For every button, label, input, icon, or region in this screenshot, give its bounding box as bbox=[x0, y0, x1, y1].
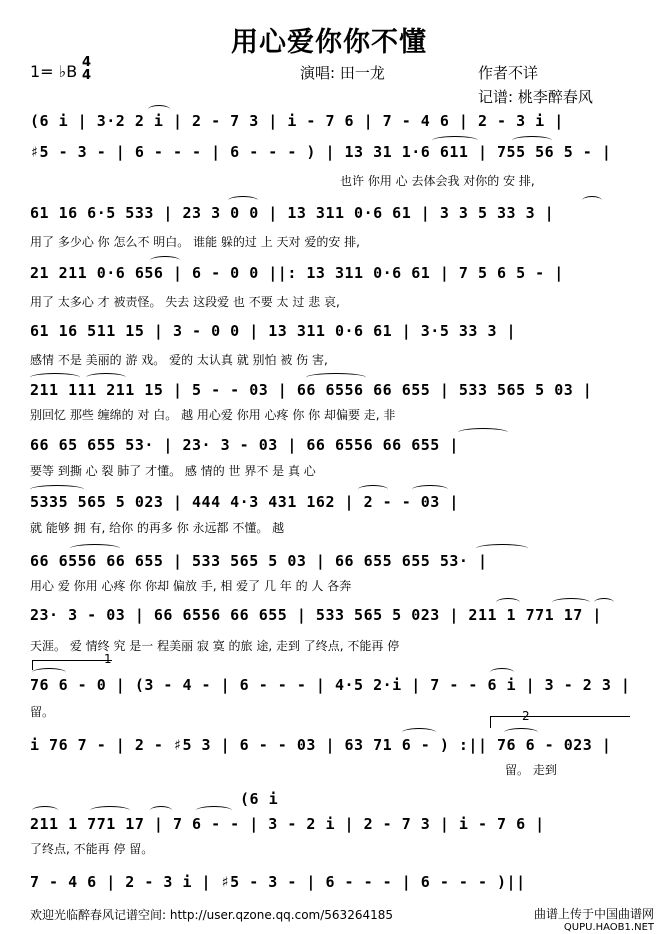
notation-line: 66 65 655 53· | 23· 3 - 03 | 66 6556 66 655 | bbox=[30, 436, 459, 454]
notation-line: (6 i | 3·2 2 i | 2 - 7 3 | i - 7 6 | 7 - 4 6 | 2 - 3 i | bbox=[30, 112, 564, 130]
lyrics-line: 用了 太多心 才 被责怪。 失去 这段爱 也 不要 太 过 悲 哀, bbox=[30, 295, 340, 309]
slur-mark bbox=[412, 485, 448, 494]
notation-line: ♯5 - 3 - | 6 - - - | 6 - - - ) | 13 31 1·6 611 | 755 56 5 - | bbox=[30, 143, 612, 161]
slur-mark bbox=[432, 136, 478, 145]
lyrics-line: 用心 爱 你用 心疼 你 你却 偏放 手, 相 爱了 几 年 的 人 各奔 bbox=[30, 579, 352, 593]
lyrics-line: 天涯。 爱 情终 究 是一 程美丽 寂 寞 的旅 途, 走到 了终点, 不能再 停 bbox=[30, 639, 400, 653]
notation-line: 211 1 771 17 | 7 6 - - | 3 - 2 i | 2 - 7 3 | i - 7 6 | bbox=[30, 815, 545, 833]
slur-mark bbox=[32, 806, 58, 815]
slur-mark bbox=[504, 728, 538, 737]
pickup-notes: (6 i bbox=[240, 790, 279, 808]
slur-mark bbox=[32, 668, 66, 677]
lyrics-line: 用了 多少心 你 怎么不 明白。 谁能 躲的过 上 天对 爱的安 排, bbox=[30, 235, 360, 249]
singer-credit: 演唱: 田一龙 bbox=[300, 64, 385, 82]
slur-mark bbox=[490, 668, 514, 677]
meter-bottom: 4 bbox=[82, 68, 92, 83]
lyrics-line: 就 能够 拥 有, 给你 的再多 你 永远都 不懂。 越 bbox=[30, 521, 285, 535]
slur-mark bbox=[70, 544, 120, 553]
notation-line: i 76 7 - | 2 - ♯5 3 | 6 - - 03 | 63 71 6 - ) :|| 76 6 - 023 | bbox=[30, 736, 612, 754]
slur-mark bbox=[196, 806, 232, 815]
slur-mark bbox=[150, 806, 172, 815]
meter-top: 4 bbox=[82, 55, 92, 70]
slur-mark bbox=[306, 373, 366, 382]
slur-mark bbox=[358, 485, 388, 494]
lyrics-line: 别回忆 那些 缠绵的 对 白。 越 用心爱 你用 心疼 你 你 却偏要 走, 非 bbox=[30, 408, 396, 422]
notation-line: 211 111 211 15 | 5 - - 03 | 66 6556 66 655 | 533 565 5 03 | bbox=[30, 381, 593, 399]
slur-mark bbox=[582, 196, 602, 205]
notation-line: 5335 565 5 023 | 444 4·3 431 162 | 2 - - 03 | bbox=[30, 493, 459, 511]
slur-mark bbox=[496, 598, 520, 607]
notation-line: 76 6 - 0 | (3 - 4 - | 6 - - - | 4·5 2·i | 7 - - 6 i | 3 - 2 3 | bbox=[30, 676, 631, 694]
site-credit-line1: 曲谱上传于中国曲谱网 bbox=[533, 907, 654, 921]
notation-line: 23· 3 - 03 | 66 6556 66 655 | 533 565 5 023 | 211 1 771 17 | bbox=[30, 606, 602, 624]
slur-mark bbox=[150, 256, 180, 265]
slur-mark bbox=[86, 373, 126, 382]
lyrics-line: 了终点, 不能再 停 留。 bbox=[30, 842, 154, 856]
time-signature bbox=[82, 56, 91, 82]
lyrics-line: 也许 你用 心 去体会我 对你的 安 排, bbox=[340, 174, 535, 188]
second-ending-line bbox=[490, 716, 630, 717]
lyrics-line: 留。 bbox=[30, 705, 55, 719]
slur-mark bbox=[552, 598, 590, 607]
notation-line: 61 16 6·5 533 | 23 3 0 0 | 13 311 0·6 61 | 3 3 5 33 3 | bbox=[30, 204, 555, 222]
notation-line: 7 - 4 6 | 2 - 3 i | ♯5 - 3 - | 6 - - - | 6 - - - )|| bbox=[30, 873, 526, 891]
notation-line: 21 211 0·6 656 | 6 - 0 0 ||: 13 311 0·6 61 | 7 5 6 5 - | bbox=[30, 264, 564, 282]
key-signature: 1= ♭B bbox=[30, 62, 78, 81]
slur-mark bbox=[512, 136, 552, 145]
first-ending-number: 1 bbox=[104, 652, 112, 666]
slur-mark bbox=[594, 598, 614, 607]
slur-mark bbox=[402, 728, 436, 737]
page-title: 用心爱你你不懂 bbox=[231, 27, 427, 58]
first-ending-bracket bbox=[32, 660, 33, 670]
slur-mark bbox=[458, 428, 508, 437]
slur-mark bbox=[148, 105, 170, 114]
lyrics-line: 要等 到撕 心 裂 肺了 才懂。 感 情的 世 界不 是 真 心 bbox=[30, 464, 316, 478]
slur-mark bbox=[30, 373, 80, 382]
slur-mark bbox=[30, 485, 84, 494]
site-credit bbox=[534, 908, 654, 934]
second-ending-bracket bbox=[490, 716, 491, 728]
composer-credit: 作者不详 bbox=[478, 64, 539, 82]
transcriber-credit: 记谱: 桃李醉春风 bbox=[478, 88, 593, 106]
site-credit-line2: QUPU.HAOB1.NET bbox=[563, 922, 654, 933]
first-ending-line bbox=[32, 660, 112, 661]
notation-line: 66 6556 66 655 | 533 565 5 03 | 66 655 655 53· | bbox=[30, 552, 488, 570]
lyrics-line: 留。 走到 bbox=[505, 763, 557, 777]
lyrics-line: 感情 不是 美丽的 游 戏。 爱的 太认真 就 别怕 被 伤 害, bbox=[30, 353, 328, 367]
notation-line: 61 16 511 15 | 3 - 0 0 | 13 311 0·6 61 | 3·5 33 3 | bbox=[30, 322, 517, 340]
second-ending-number: 2 bbox=[522, 709, 530, 723]
slur-mark bbox=[476, 544, 528, 553]
slur-mark bbox=[90, 806, 130, 815]
footer-link-text: 欢迎光临醉春风记谱空间: http://user.qzone.qq.com/563264185 bbox=[30, 908, 394, 922]
slur-mark bbox=[228, 196, 258, 205]
